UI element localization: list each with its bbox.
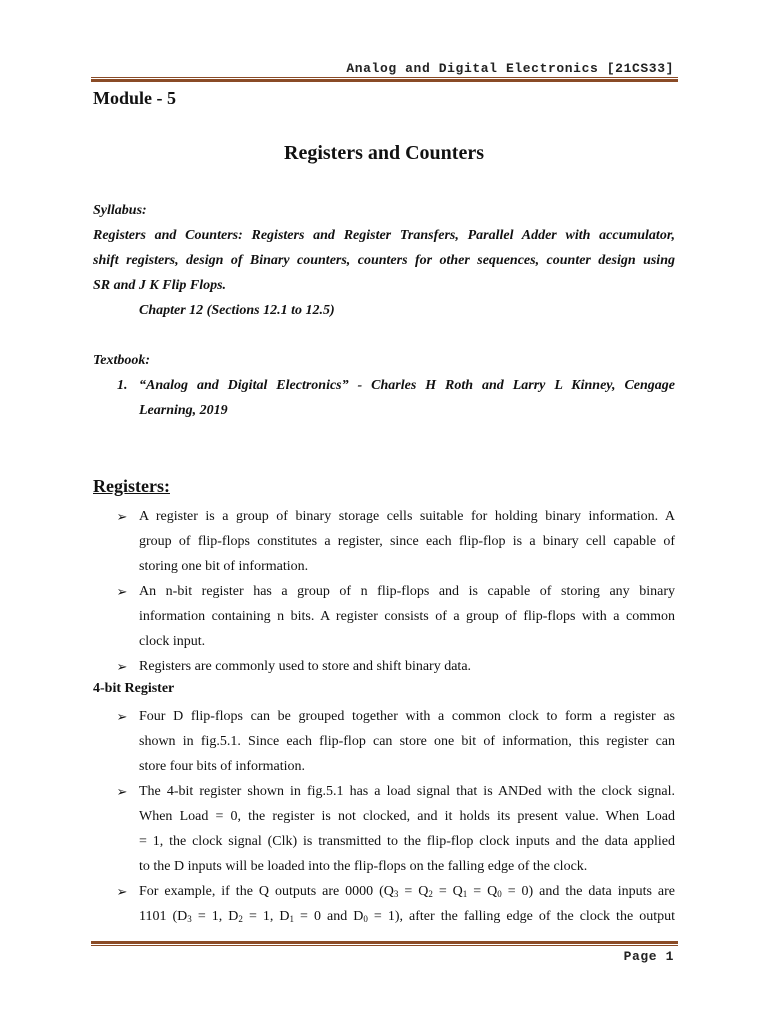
bullet-line: An n-bit register has a group of n flip-flops and is capable of storing any binary [139, 584, 675, 599]
bullet-line: A register is a group of binary storage cells suitable for holding binary information. A [139, 509, 675, 524]
syllabus-section [93, 198, 675, 323]
bullet-line: information containing n bits. A register consists of a group of flip-flops with a common [139, 609, 675, 624]
text-run: = 1, D [191, 909, 239, 924]
arrow-bullet-icon: ➢ [116, 884, 128, 899]
subscript: 0 [363, 914, 368, 924]
header-rule-thick [91, 79, 678, 82]
list-item [93, 879, 675, 929]
header-title: Analog and Digital Electronics [21CS33] [346, 61, 674, 76]
bullet-line: Four D flip-flops can be grouped together with a common clock to form a register as [139, 709, 675, 724]
bullet-line: store four bits of information. [139, 759, 306, 774]
bullet-line: The 4-bit register shown in fig.5.1 has a load signal that is ANDed with the clock signal. [139, 784, 675, 799]
text-run: = 1, D [242, 909, 290, 924]
bullet-line [139, 879, 675, 904]
text-run: 1101 (D [139, 909, 188, 924]
syllabus-line: shift registers, design of Binary counters, counters for other sequences, counter design using [93, 253, 675, 268]
text-run: = 0 and D [294, 909, 364, 924]
arrow-bullet-icon: ➢ [116, 784, 128, 799]
page-number: Page 1 [623, 949, 674, 964]
footer-rule-thin [91, 945, 678, 946]
arrow-bullet-icon: ➢ [116, 709, 128, 724]
syllabus-label: Syllabus: [93, 203, 147, 218]
text-run: For example, if the Q outputs are 0000 (Q [139, 884, 394, 899]
registers-heading: Registers: [93, 476, 170, 496]
list-item [93, 779, 675, 879]
list-item [93, 504, 675, 579]
bullet-line: clock input. [139, 634, 206, 649]
text-run: = 0) and the data inputs are [501, 884, 675, 899]
bullet-line: Registers are commonly used to store and shift binary data. [139, 659, 472, 674]
page-title: Registers and Counters [284, 142, 484, 164]
textbook-section [93, 348, 675, 423]
subscript: 3 [393, 889, 399, 899]
textbook-number: 1. [117, 378, 128, 393]
text-run: = Q [398, 884, 429, 899]
subscript: 3 [187, 914, 192, 924]
bullet-line [139, 904, 675, 929]
subscript: 1 [289, 914, 295, 924]
textbook-line: “Analog and Digital Electronics” - Charles H Roth and Larry L Kinney, Cengage [139, 378, 675, 393]
subscript: 1 [462, 889, 468, 899]
list-item [93, 704, 675, 779]
bullet-line: shown in fig.5.1. Since each flip-flop can store one bit of information, this register can [139, 734, 675, 749]
module-label: Module - 5 [93, 88, 176, 108]
bullet-line: When Load = 0, the register is not clocked, and it holds its present value. When Load [139, 809, 675, 824]
subscript: 2 [238, 914, 243, 924]
bullet-line: group of flip-flops constitutes a register, since each flip-flop is a binary cell capable of [139, 534, 675, 549]
subscript: 0 [497, 889, 502, 899]
footer-rule-thick [91, 941, 678, 944]
registers-bullets [93, 504, 675, 679]
text-run: = 1), after the falling edge of the clock the output [367, 909, 675, 924]
list-item [93, 579, 675, 654]
textbook-label: Textbook: [93, 353, 151, 368]
bullet-line: storing one bit of information. [139, 559, 309, 574]
list-item [93, 654, 675, 679]
arrow-bullet-icon: ➢ [116, 584, 128, 599]
syllabus-chapter: Chapter 12 (Sections 12.1 to 12.5) [139, 303, 335, 318]
textbook-item [93, 373, 675, 423]
bullet-line: = 1, the clock signal (Clk) is transmitted to the flip-flop clock inputs and the data applied [139, 834, 675, 849]
header-rule-thin [91, 77, 678, 78]
bullet-line: to the D inputs will be loaded into the flip-flops on the falling edge of the clock. [139, 859, 588, 874]
textbook-line: Learning, 2019 [139, 403, 228, 418]
arrow-bullet-icon: ➢ [116, 659, 128, 674]
text-run: = Q [432, 884, 463, 899]
syllabus-line: Registers and Counters: Registers and Register Transfers, Parallel Adder with accumulator, [93, 228, 675, 243]
arrow-bullet-icon: ➢ [116, 509, 128, 524]
text-run: = Q [467, 884, 498, 899]
four-bit-bullets [93, 704, 675, 929]
subscript: 2 [428, 889, 433, 899]
syllabus-line: SR and J K Flip Flops. [93, 278, 227, 293]
four-bit-heading: 4-bit Register [93, 681, 175, 696]
